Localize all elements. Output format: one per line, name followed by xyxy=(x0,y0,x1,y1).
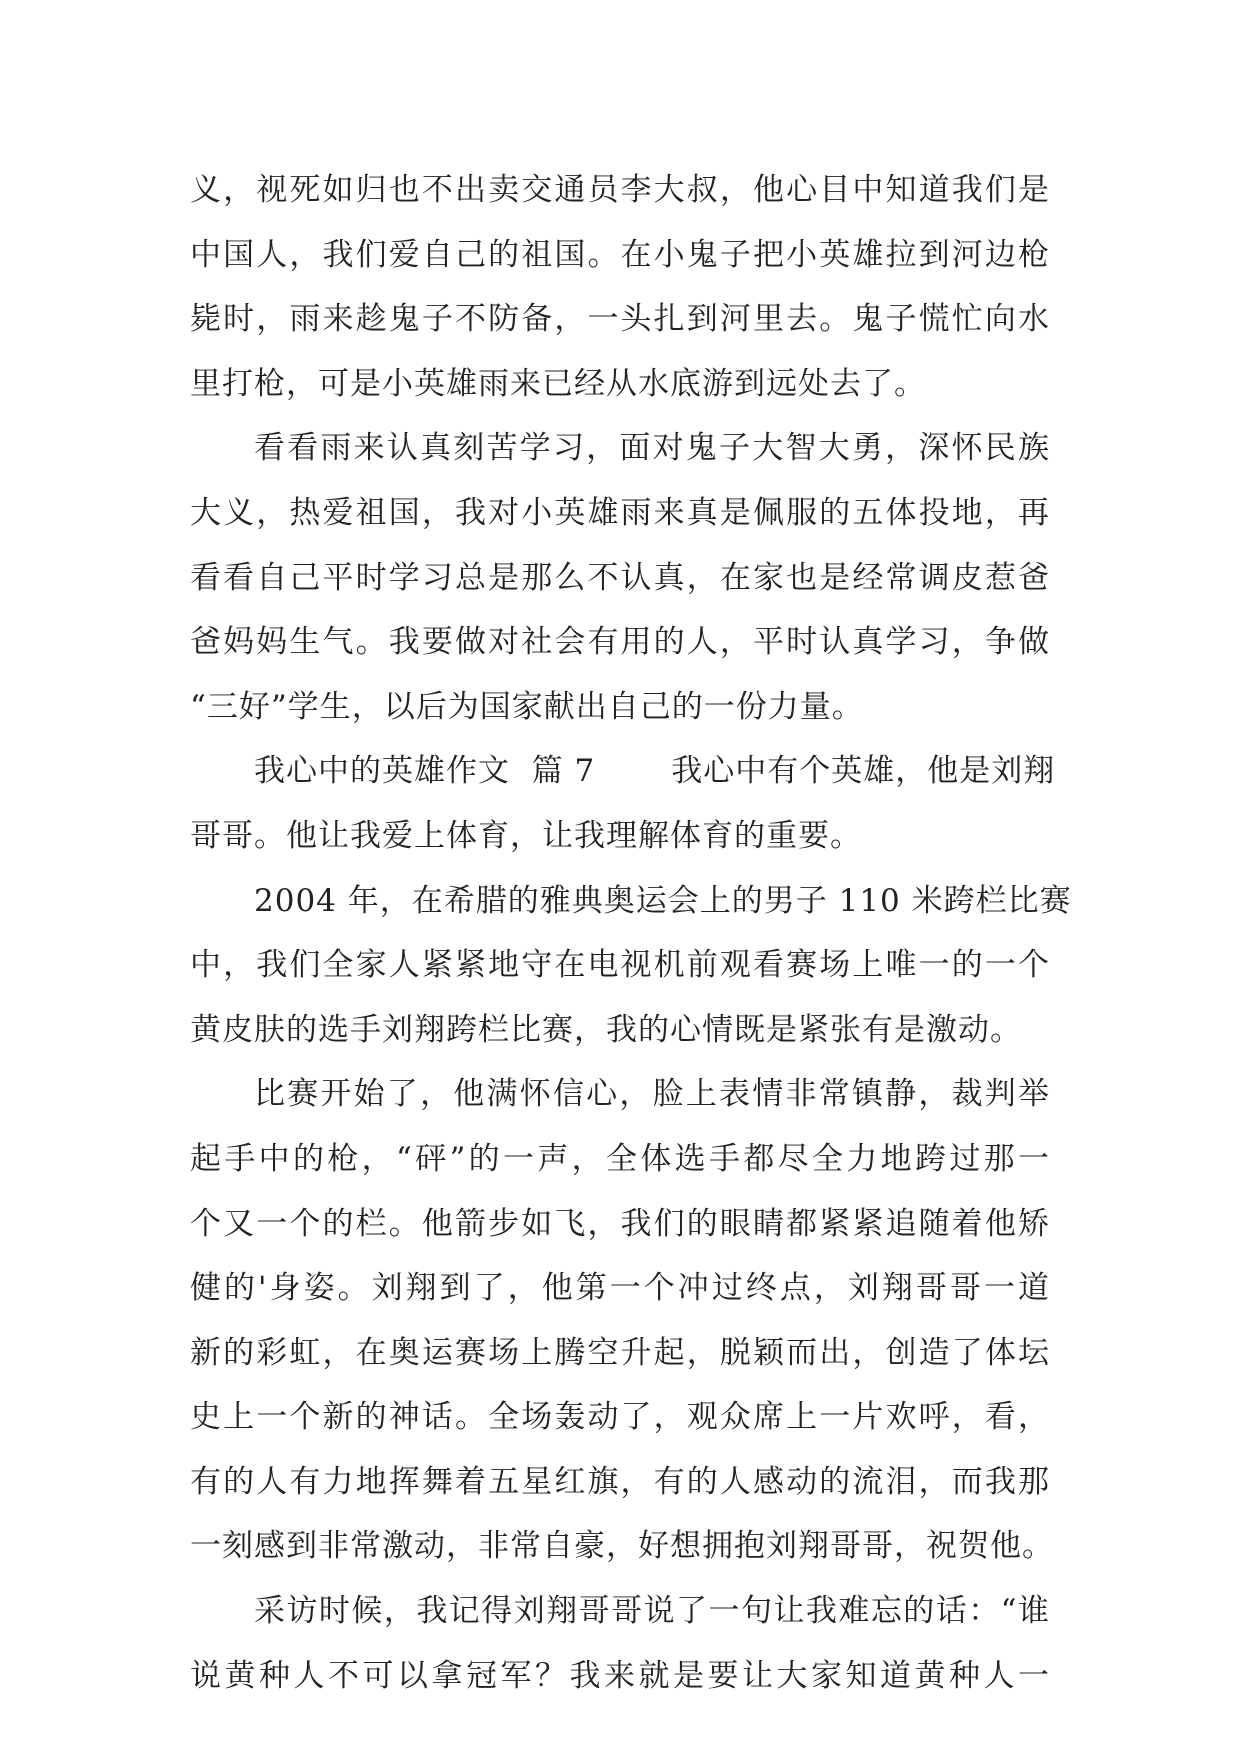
section-heading-line: 我心中的英雄作文 篇 7 我心中有个英雄，他是刘翔 xyxy=(254,753,1056,790)
text-line: 个又一个的栏。他箭步如飞，我们的眼睛都紧紧追随着他矫 xyxy=(190,1205,1050,1242)
text-line: 说黄种人不可以拿冠军？我来就是要让大家知道黄种人一 xyxy=(190,1657,1050,1694)
text-line: 看看自己平时学习总是那么不认真，在家也是经常调皮惹爸 xyxy=(190,559,1050,596)
text-line: 一刻感到非常激动，非常自豪，好想拥抱刘翔哥哥，祝贺他。 xyxy=(190,1528,1054,1565)
text-line: 采访时候，我记得刘翔哥哥说了一句让我难忘的话：“谁 xyxy=(254,1593,1050,1630)
text-line: 2004 年，在希腊的雅典奥运会上的男子 110 米跨栏比赛 xyxy=(254,882,1072,919)
text-line: 新的彩虹，在奥运赛场上腾空升起，脱颖而出，创造了体坛 xyxy=(190,1334,1050,1371)
text-line: 爸妈妈生气。我要做对社会有用的人，平时认真学习，争做 xyxy=(190,624,1050,661)
text-line: 中国人，我们爱自己的祖国。在小鬼子把小英雄拉到河边枪 xyxy=(190,236,1050,273)
text-line: 史上一个新的神话。全场轰动了，观众席上一片欢呼，看， xyxy=(190,1399,1050,1436)
body-text xyxy=(190,158,1072,1708)
text-line: 比赛开始了，他满怀信心，脸上表情非常镇静，裁判举 xyxy=(254,1076,1050,1113)
text-line: 哥哥。他让我爱上体育，让我理解体育的重要。 xyxy=(190,817,862,854)
text-line: 健的'身姿。刘翔到了，他第一个冲过终点，刘翔哥哥一道 xyxy=(190,1270,1050,1307)
text-line: 大义，热爱祖国，我对小英雄雨来真是佩服的五体投地，再 xyxy=(190,494,1050,531)
text-line: 看看雨来认真刻苦学习，面对鬼子大智大勇，深怀民族 xyxy=(254,430,1050,467)
text-line: 义，视死如归也不出卖交通员李大叔，他心目中知道我们是 xyxy=(190,172,1050,208)
text-line: 起手中的枪，“砰”的一声，全体选手都尽全力地跨过那一 xyxy=(190,1140,1050,1177)
text-line: “三好”学生，以后为国家献出自己的一份力量。 xyxy=(190,688,864,725)
text-line: 毙时，雨来趁鬼子不防备，一头扎到河里去。鬼子慌忙向水 xyxy=(190,301,1050,338)
text-line: 有的人有力地挥舞着五星红旗，有的人感动的流泪，而我那 xyxy=(190,1463,1050,1500)
text-line: 中，我们全家人紧紧地守在电视机前观看赛场上唯一的一个 xyxy=(190,947,1050,984)
text-line: 黄皮肤的选手刘翔跨栏比赛，我的心情既是紧张有是激动。 xyxy=(190,1011,1022,1048)
text-line: 里打枪，可是小英雄雨来已经从水底游到远处去了。 xyxy=(190,365,926,402)
